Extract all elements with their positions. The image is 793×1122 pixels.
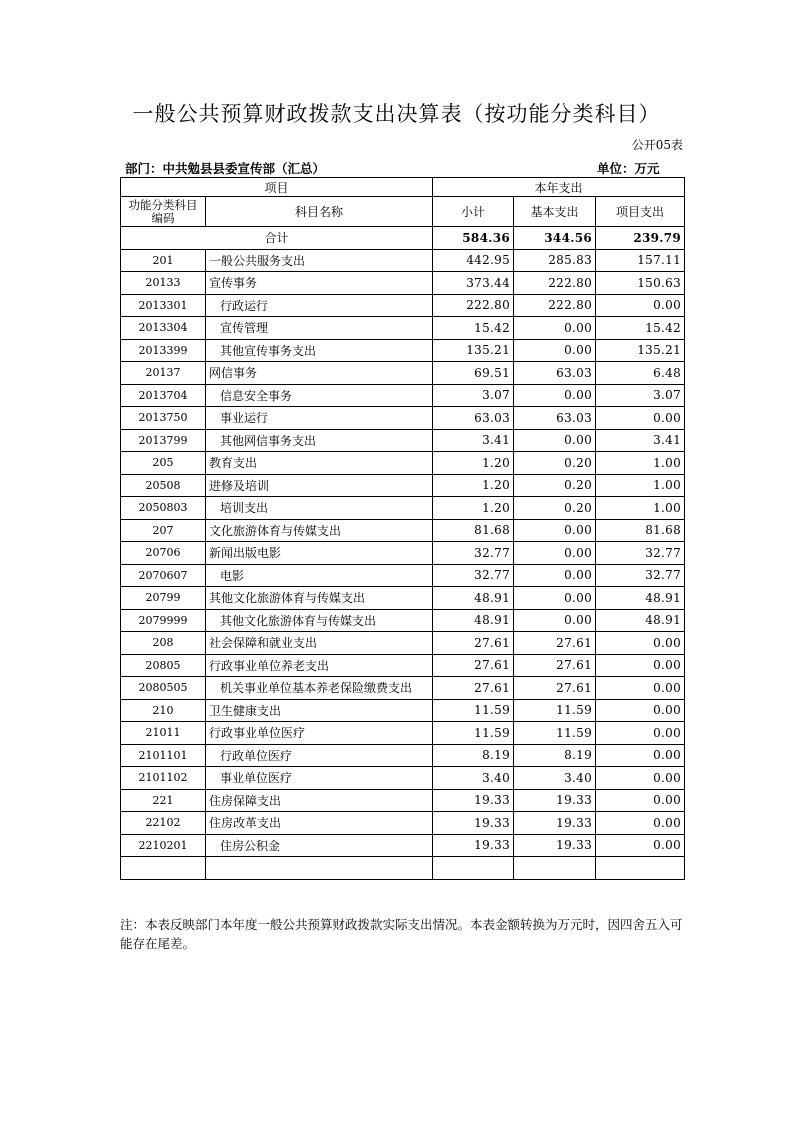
table-row — [121, 272, 685, 295]
row-name: 其他文化旅游体育与传媒支出 — [206, 609, 433, 632]
row-project: 0.00 — [596, 744, 685, 767]
table-row — [121, 519, 685, 542]
row-basic: 0.00 — [514, 317, 596, 340]
row-project: 0.00 — [596, 834, 685, 857]
empty-cell — [121, 857, 206, 880]
empty-cell — [596, 857, 685, 880]
row-name: 卫生健康支出 — [206, 699, 433, 722]
row-basic: 285.83 — [514, 249, 596, 272]
row-project: 150.63 — [596, 272, 685, 295]
empty-cell — [514, 857, 596, 880]
table-row — [121, 407, 685, 430]
row-project: 48.91 — [596, 609, 685, 632]
table-row — [121, 249, 685, 272]
row-subtotal: 63.03 — [433, 407, 514, 430]
row-name: 住房保障支出 — [206, 789, 433, 812]
row-code: 2013399 — [121, 339, 206, 362]
row-subtotal: 1.20 — [433, 474, 514, 497]
row-subtotal: 19.33 — [433, 789, 514, 812]
row-basic: 0.20 — [514, 452, 596, 475]
row-project: 32.77 — [596, 564, 685, 587]
header-subtotal: 小计 — [433, 197, 514, 227]
row-name: 行政运行 — [206, 294, 433, 317]
empty-cell — [206, 857, 433, 880]
table-row — [121, 587, 685, 610]
row-project: 0.00 — [596, 767, 685, 790]
expenditure-table — [120, 177, 685, 880]
row-basic: 222.80 — [514, 294, 596, 317]
row-basic: 0.00 — [514, 564, 596, 587]
row-name: 其他文化旅游体育与传媒支出 — [206, 587, 433, 610]
row-subtotal: 27.61 — [433, 677, 514, 700]
total-project: 239.79 — [596, 227, 685, 250]
row-project: 1.00 — [596, 452, 685, 475]
row-basic: 8.19 — [514, 744, 596, 767]
row-basic: 27.61 — [514, 654, 596, 677]
row-project: 0.00 — [596, 789, 685, 812]
table-row — [121, 317, 685, 340]
row-name: 电影 — [206, 564, 433, 587]
row-code: 20508 — [121, 474, 206, 497]
row-code: 21011 — [121, 722, 206, 745]
row-basic: 19.33 — [514, 812, 596, 835]
row-project: 1.00 — [596, 497, 685, 520]
row-code: 22102 — [121, 812, 206, 835]
row-code: 2013704 — [121, 384, 206, 407]
row-basic: 0.00 — [514, 519, 596, 542]
row-subtotal: 442.95 — [433, 249, 514, 272]
row-basic: 19.33 — [514, 834, 596, 857]
table-row — [121, 609, 685, 632]
table-row — [121, 384, 685, 407]
row-code: 205 — [121, 452, 206, 475]
row-basic: 0.00 — [514, 429, 596, 452]
table-row — [121, 564, 685, 587]
row-name: 住房改革支出 — [206, 812, 433, 835]
row-project: 32.77 — [596, 542, 685, 565]
row-subtotal: 32.77 — [433, 542, 514, 565]
row-code: 2080505 — [121, 677, 206, 700]
row-code: 2070607 — [121, 564, 206, 587]
row-subtotal: 135.21 — [433, 339, 514, 362]
row-subtotal: 27.61 — [433, 632, 514, 655]
row-subtotal: 3.40 — [433, 767, 514, 790]
row-subtotal: 11.59 — [433, 699, 514, 722]
row-project: 15.42 — [596, 317, 685, 340]
row-basic: 27.61 — [514, 677, 596, 700]
table-row — [121, 632, 685, 655]
row-project: 0.00 — [596, 294, 685, 317]
row-name: 行政事业单位养老支出 — [206, 654, 433, 677]
row-subtotal: 19.33 — [433, 812, 514, 835]
row-name: 宣传管理 — [206, 317, 433, 340]
empty-row — [121, 857, 685, 880]
row-name: 事业单位医疗 — [206, 767, 433, 790]
row-name: 信息安全事务 — [206, 384, 433, 407]
table-row — [121, 677, 685, 700]
empty-cell — [433, 857, 514, 880]
table-row — [121, 834, 685, 857]
table-row — [121, 339, 685, 362]
row-basic: 0.00 — [514, 339, 596, 362]
row-subtotal: 69.51 — [433, 362, 514, 385]
row-project: 6.48 — [596, 362, 685, 385]
table-row — [121, 362, 685, 385]
row-code: 2101101 — [121, 744, 206, 767]
header-row-columns — [121, 197, 685, 227]
row-name: 事业运行 — [206, 407, 433, 430]
row-project: 0.00 — [596, 699, 685, 722]
row-project: 0.00 — [596, 722, 685, 745]
header-row-group — [121, 178, 685, 197]
row-name: 进修及培训 — [206, 474, 433, 497]
page-title: 一般公共预算财政拨款支出决算表（按功能分类科目） — [132, 102, 661, 126]
row-basic: 11.59 — [514, 699, 596, 722]
table-row — [121, 744, 685, 767]
row-subtotal: 3.41 — [433, 429, 514, 452]
row-project: 0.00 — [596, 407, 685, 430]
row-basic: 3.40 — [514, 767, 596, 790]
row-subtotal: 19.33 — [433, 834, 514, 857]
row-basic: 0.20 — [514, 497, 596, 520]
header-item: 项目 — [121, 178, 433, 197]
row-project: 1.00 — [596, 474, 685, 497]
row-name: 新闻出版电影 — [206, 542, 433, 565]
row-project: 135.21 — [596, 339, 685, 362]
row-subtotal: 3.07 — [433, 384, 514, 407]
row-subtotal: 48.91 — [433, 609, 514, 632]
row-code: 20137 — [121, 362, 206, 385]
table-row — [121, 722, 685, 745]
row-name: 行政事业单位医疗 — [206, 722, 433, 745]
row-name: 宣传事务 — [206, 272, 433, 295]
row-subtotal: 48.91 — [433, 587, 514, 610]
row-code: 201 — [121, 249, 206, 272]
row-name: 其他宣传事务支出 — [206, 339, 433, 362]
row-name: 机关事业单位基本养老保险缴费支出 — [206, 677, 433, 700]
row-basic: 0.00 — [514, 384, 596, 407]
row-subtotal: 32.77 — [433, 564, 514, 587]
row-name: 社会保障和就业支出 — [206, 632, 433, 655]
row-basic: 27.61 — [514, 632, 596, 655]
table-row — [121, 767, 685, 790]
row-name: 其他网信事务支出 — [206, 429, 433, 452]
table-row — [121, 654, 685, 677]
row-subtotal: 11.59 — [433, 722, 514, 745]
header-name: 科目名称 — [206, 197, 433, 227]
row-code: 207 — [121, 519, 206, 542]
row-name: 培训支出 — [206, 497, 433, 520]
table-row — [121, 429, 685, 452]
row-code: 2079999 — [121, 609, 206, 632]
row-name: 文化旅游体育与传媒支出 — [206, 519, 433, 542]
row-basic: 19.33 — [514, 789, 596, 812]
department-label: 部门：中共勉县县委宣传部（汇总） — [125, 161, 326, 176]
table-row — [121, 474, 685, 497]
row-project: 0.00 — [596, 812, 685, 835]
row-project: 48.91 — [596, 587, 685, 610]
row-subtotal: 1.20 — [433, 452, 514, 475]
row-basic: 0.00 — [514, 587, 596, 610]
table-row — [121, 812, 685, 835]
row-code: 210 — [121, 699, 206, 722]
header-current-year: 本年支出 — [433, 178, 685, 197]
total-row — [121, 227, 685, 250]
row-code: 20805 — [121, 654, 206, 677]
row-code: 2013304 — [121, 317, 206, 340]
footnote: 注：本表反映部门本年度一般公共预算财政拨款实际支出情况。本表金额转换为万元时，因四舍五入可能存在尾差。 — [120, 917, 683, 951]
row-project: 0.00 — [596, 654, 685, 677]
total-label: 合计 — [121, 227, 433, 250]
table-row — [121, 699, 685, 722]
row-subtotal: 1.20 — [433, 497, 514, 520]
row-subtotal: 15.42 — [433, 317, 514, 340]
unit-label: 单位：万元 — [597, 161, 660, 176]
row-code: 20799 — [121, 587, 206, 610]
row-name: 住房公积金 — [206, 834, 433, 857]
header-code: 功能分类科目编码 — [121, 197, 206, 227]
header-basic: 基本支出 — [514, 197, 596, 227]
row-name: 行政单位医疗 — [206, 744, 433, 767]
row-name: 教育支出 — [206, 452, 433, 475]
row-basic: 63.03 — [514, 362, 596, 385]
table-row — [121, 789, 685, 812]
row-subtotal: 81.68 — [433, 519, 514, 542]
row-subtotal: 27.61 — [433, 654, 514, 677]
row-project: 3.07 — [596, 384, 685, 407]
table-row — [121, 294, 685, 317]
row-code: 2101102 — [121, 767, 206, 790]
row-subtotal: 8.19 — [433, 744, 514, 767]
row-basic: 11.59 — [514, 722, 596, 745]
row-name: 一般公共服务支出 — [206, 249, 433, 272]
row-project: 0.00 — [596, 632, 685, 655]
header-project: 项目支出 — [596, 197, 685, 227]
table-row — [121, 452, 685, 475]
table-row — [121, 497, 685, 520]
row-basic: 0.00 — [514, 542, 596, 565]
row-code: 221 — [121, 789, 206, 812]
total-basic: 344.56 — [514, 227, 596, 250]
row-subtotal: 373.44 — [433, 272, 514, 295]
row-code: 20706 — [121, 542, 206, 565]
row-code: 2050803 — [121, 497, 206, 520]
row-basic: 222.80 — [514, 272, 596, 295]
row-basic: 0.00 — [514, 609, 596, 632]
row-code: 2013301 — [121, 294, 206, 317]
row-project: 81.68 — [596, 519, 685, 542]
row-name: 网信事务 — [206, 362, 433, 385]
row-project: 3.41 — [596, 429, 685, 452]
total-subtotal: 584.36 — [433, 227, 514, 250]
row-code: 20133 — [121, 272, 206, 295]
row-code: 2013750 — [121, 407, 206, 430]
form-number: 公开05表 — [631, 138, 683, 152]
row-basic: 63.03 — [514, 407, 596, 430]
table-row — [121, 542, 685, 565]
row-code: 2210201 — [121, 834, 206, 857]
row-basic: 0.20 — [514, 474, 596, 497]
row-code: 2013799 — [121, 429, 206, 452]
row-code: 208 — [121, 632, 206, 655]
row-project: 0.00 — [596, 677, 685, 700]
row-subtotal: 222.80 — [433, 294, 514, 317]
row-project: 157.11 — [596, 249, 685, 272]
